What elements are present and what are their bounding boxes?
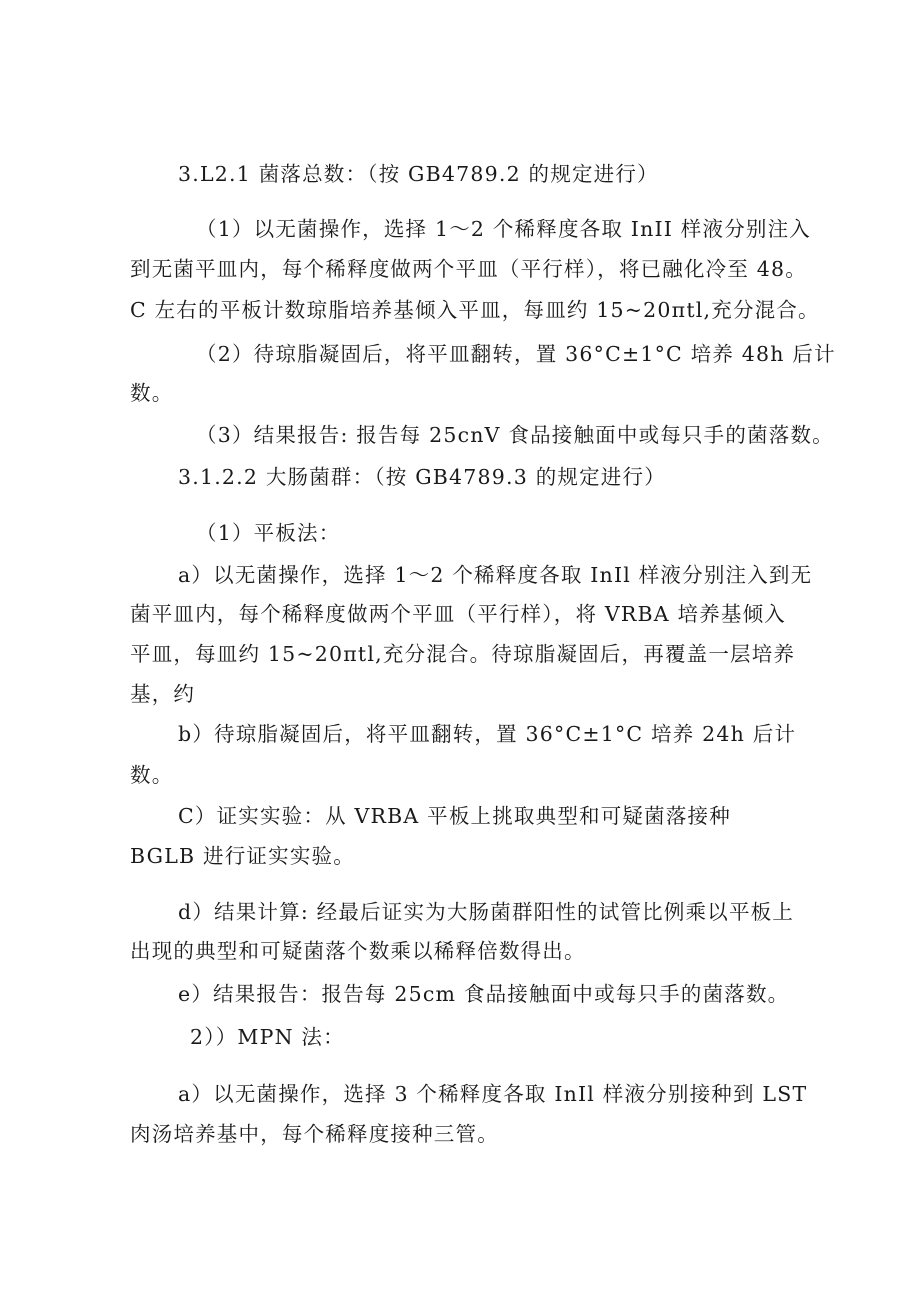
subsection-heading: 2））MPN 法： <box>190 1025 345 1049</box>
paragraph-line: 数。 <box>130 381 174 405</box>
paragraph-line: b）待琼脂凝固后，将平皿翻转，置 36°C±1°C 培养 24h 后计 <box>178 722 797 746</box>
paragraph-line: a）以无菌操作，选择 3 个稀释度各取 InIl 样液分别接种到 LST <box>178 1082 808 1106</box>
subsection-heading: （1）平板法： <box>196 521 341 545</box>
paragraph-line: d）结果计算: 经最后证实为大肠菌群阳性的试管比例乘以平板上 <box>178 900 795 924</box>
section-heading-3-1-2-2: 3.1.2.2 大肠菌群：（按 GB4789.3 的规定进行） <box>178 465 666 489</box>
paragraph-line: 菌平皿内，每个稀释度做两个平皿（平行样），将 VRBA 培养基倾入 <box>130 602 786 626</box>
section-heading-3-1-2-1: 3.L2.1 菌落总数：（按 GB4789.2 的规定进行） <box>178 162 659 186</box>
paragraph-line: 平皿，每皿约 15~20πtl,充分混合。待琼脂凝固后，再覆盖一层培养 <box>130 642 796 666</box>
paragraph-line: BGLB 进行证实实验。 <box>130 844 355 868</box>
paragraph-line: （2）待琼脂凝固后，将平皿翻转，置 36°C±1°C 培养 48h 后计 <box>196 342 836 366</box>
paragraph-line: （1）以无菌操作，选择 1～2 个稀释度各取 InII 样液分别注入 <box>196 217 811 241</box>
paragraph-line: （3）结果报告: 报告每 25cnV 食品接触面中或每只手的菌落数。 <box>196 423 834 447</box>
paragraph-line: 出现的典型和可疑菌落个数乘以稀释倍数得出。 <box>130 939 586 963</box>
paragraph-line: C）证实实验：从 VRBA 平板上挑取典型和可疑菌落接种 <box>178 804 731 828</box>
paragraph-line: 肉汤培养基中，每个稀释度接种三管。 <box>130 1122 499 1146</box>
paragraph-line: 到无菌平皿内，每个稀释度做两个平皿（平行样），将已融化冷至 48。 <box>130 257 807 281</box>
paragraph-line: e）结果报告：报告每 25cm 食品接触面中或每只手的菌落数。 <box>178 982 790 1006</box>
paragraph-line: a）以无菌操作，选择 1～2 个稀释度各取 InIl 样液分别注入到无 <box>178 563 813 587</box>
paragraph-line: 数。 <box>130 763 174 787</box>
paragraph-line: 基，约 <box>130 682 196 706</box>
paragraph-line: C 左右的平板计数琼脂培养基倾入平皿，每皿约 15~20πtl,充分混合。 <box>130 298 820 322</box>
